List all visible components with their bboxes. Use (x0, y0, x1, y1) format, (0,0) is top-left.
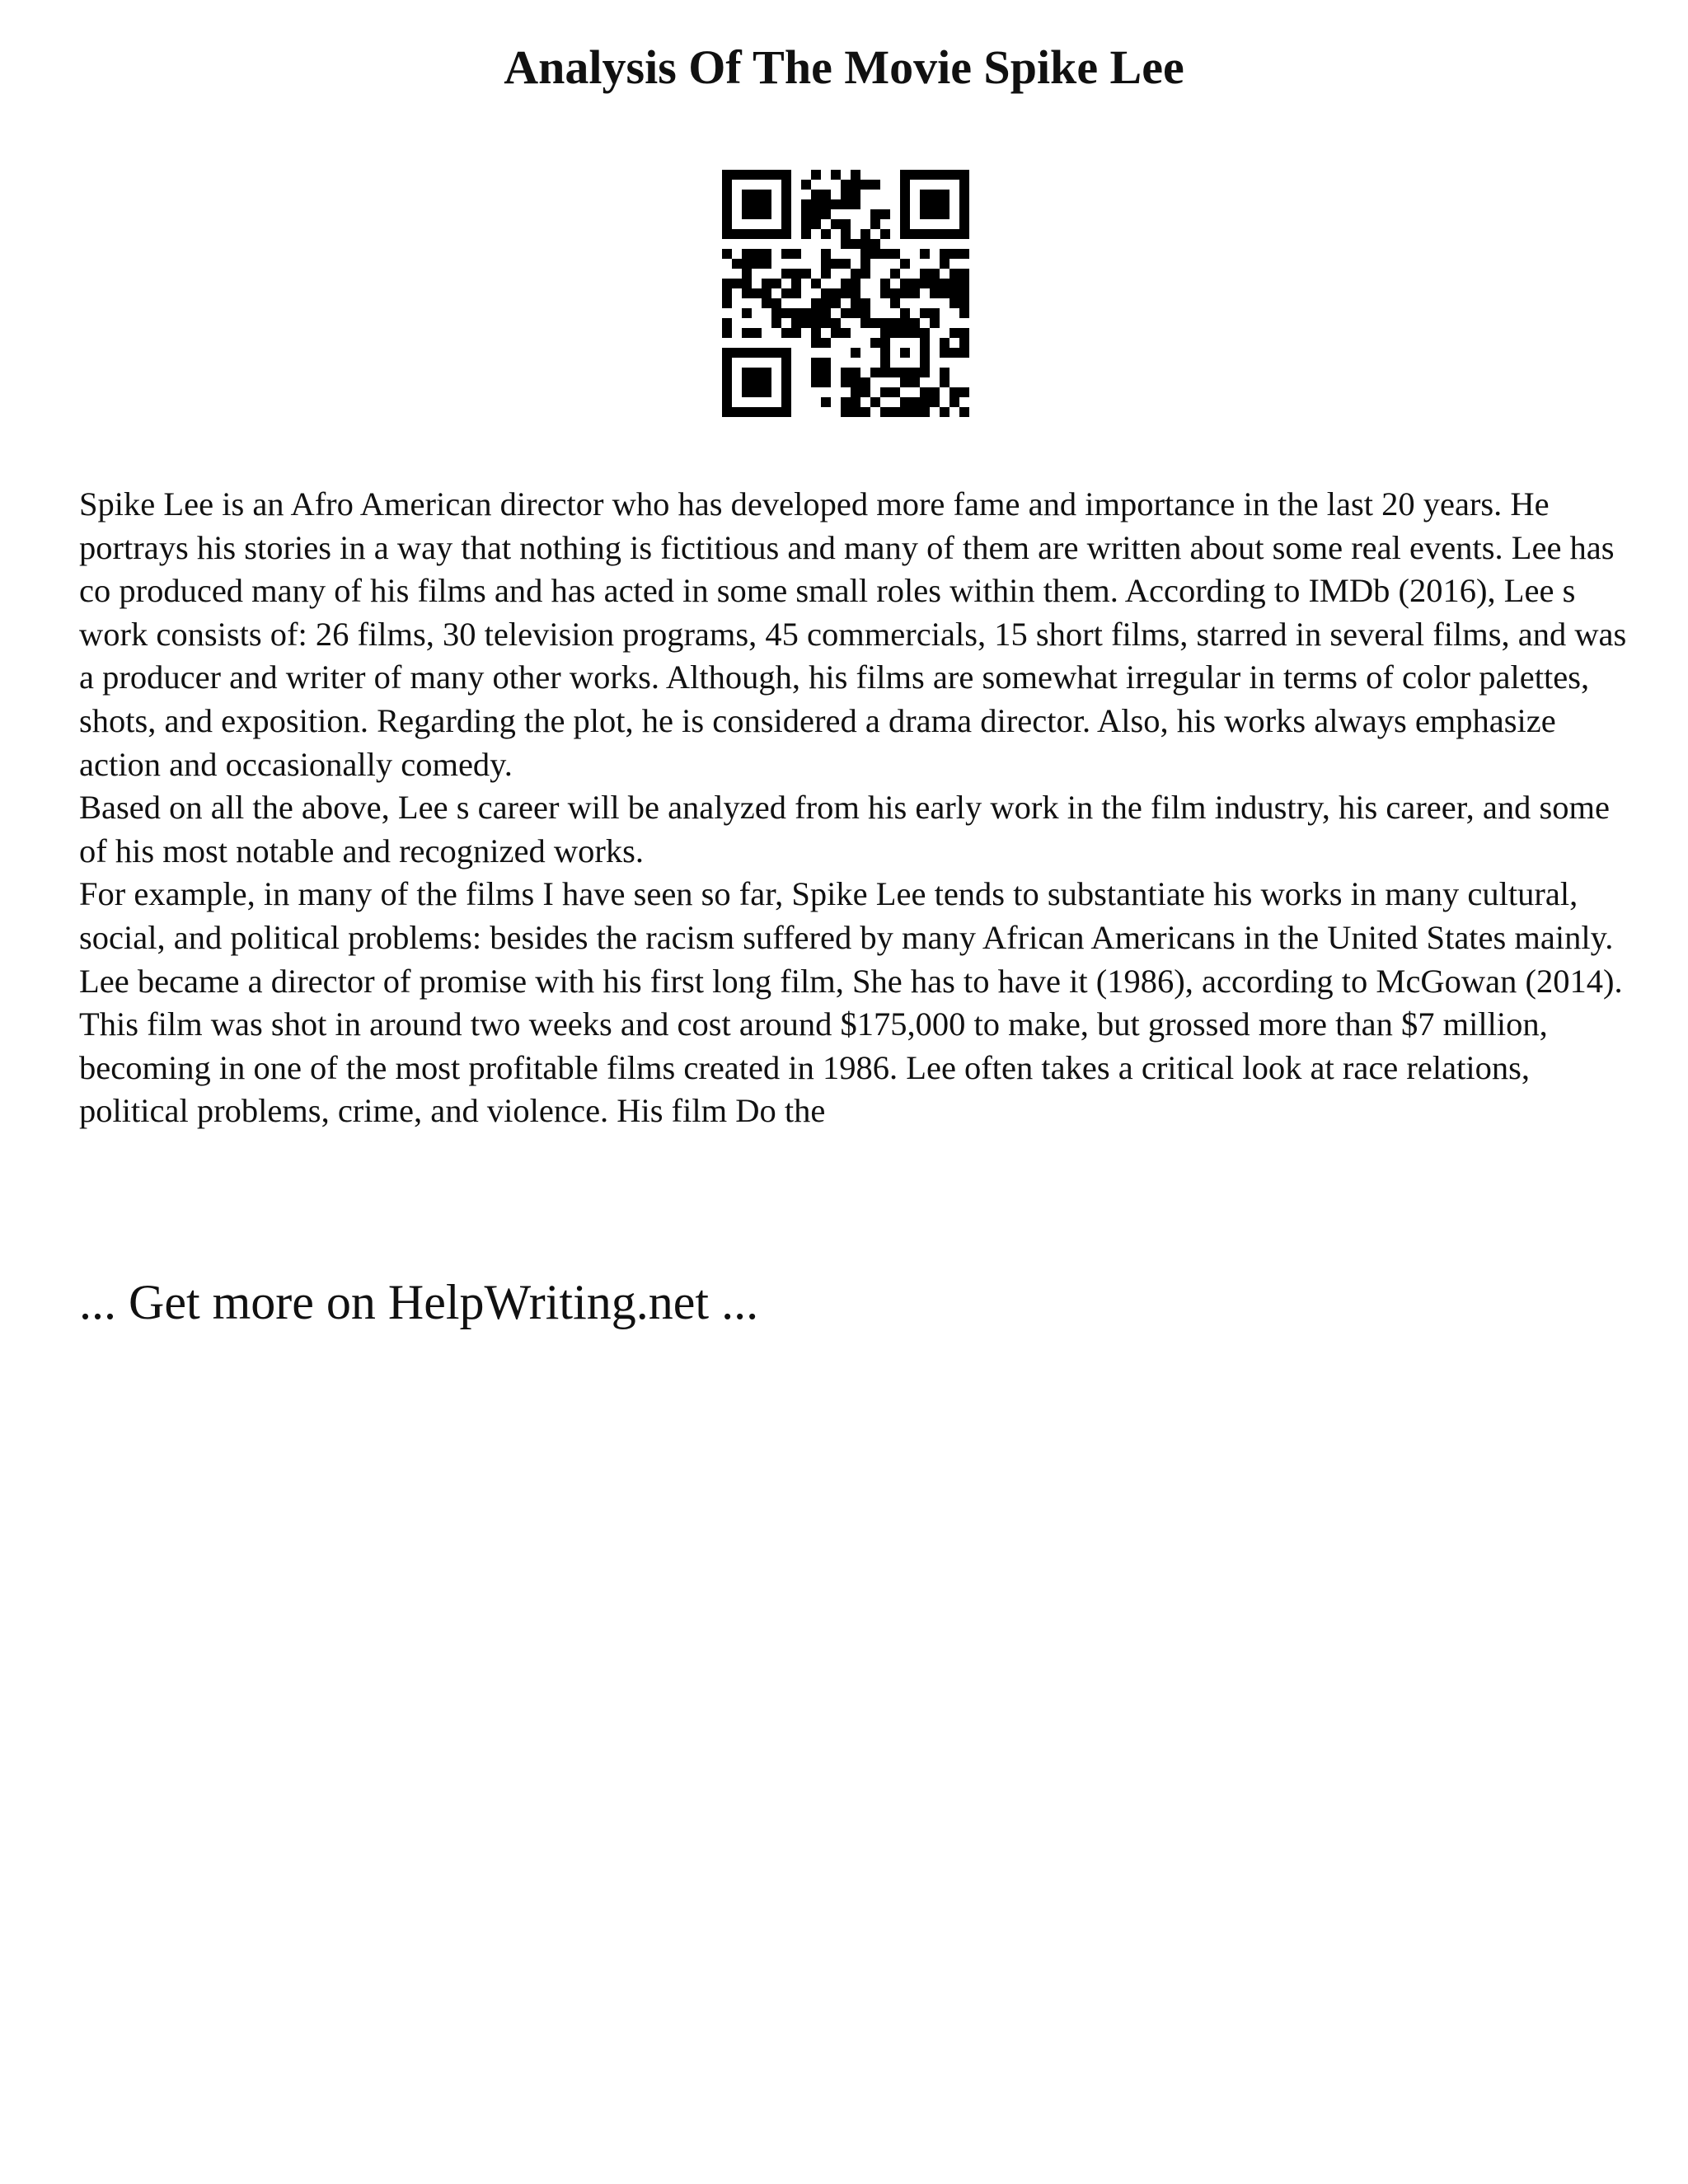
qr-code[interactable] (722, 170, 969, 417)
qr-code-image (722, 170, 969, 417)
paragraph-career: Based on all the above, Lee s career will be analyzed from his early work in the film industry, his career, and some of his most notable and recognized works. (79, 789, 1610, 869)
paragraph-intro: Spike Lee is an Afro American director who has developed more fame and importance in the last 20 years. He portrays his stories in a way that nothing is fictitious and many of them are written about some real events. Lee has co produced many of his films and has acted in some small roles within them. According to IMDb (2016), Lee s work consists of: 26 films, 30 television programs, 45 commercials, 15 short films, starred in several films, and was a producer and writer of many other works. Although, his films are somewhat irregular in terms of color palettes, shots, and exposition. Regarding the plot, he is considered a drama director. Also, his works always emphasize action and occasionally comedy. (79, 485, 1627, 783)
paragraph-example: For example, in many of the films I have seen so far, Spike Lee tends to substantiate his works in many cultural, social, and political problems: besides the racism suffered by many African Americans in the United States mainly. Lee became a director of promise with his first long film, She has to have it (1986), according to McGowan (2014). This film was shot in around two weeks and cost around $175,000 to make, but grossed more than $7 million, becoming in one of the most profitable films created in 1986. Lee often takes a critical look at race relations, political problems, crime, and violence. His film Do the (79, 875, 1623, 1130)
document-body (79, 483, 1629, 1133)
get-more-link[interactable]: ... Get more on HelpWriting.net ... (79, 1275, 759, 1329)
document-title: Analysis Of The Movie Spike Lee (504, 40, 1184, 94)
